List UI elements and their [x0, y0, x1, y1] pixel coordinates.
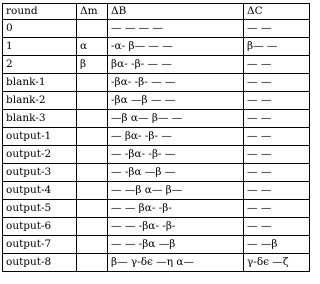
cell-round: 2	[3, 56, 77, 74]
cell-delta-m	[77, 254, 108, 272]
table-row	[3, 218, 310, 236]
cell-delta-c: — —	[244, 182, 310, 200]
cell-round: 0	[3, 20, 77, 38]
header-delta-m: Δm	[77, 4, 108, 20]
cell-round: output-6	[3, 218, 77, 236]
differential-table	[2, 3, 310, 272]
table-row	[3, 128, 310, 146]
cell-round: output-5	[3, 200, 77, 218]
cell-delta-b: — — -βα- -β-	[108, 218, 244, 236]
cell-delta-m	[77, 200, 108, 218]
cell-delta-c: — —	[244, 200, 310, 218]
cell-delta-b: -βα —β — —	[108, 92, 244, 110]
cell-delta-c: — —	[244, 92, 310, 110]
cell-delta-b: — — -βα —β	[108, 236, 244, 254]
table-row	[3, 164, 310, 182]
cell-round: blank-1	[3, 74, 77, 92]
cell-delta-b: — — — —	[108, 20, 244, 38]
table-row	[3, 56, 310, 74]
cell-delta-m	[77, 218, 108, 236]
cell-delta-b: — -βα- -β- —	[108, 146, 244, 164]
cell-delta-c: β— —	[244, 38, 310, 56]
cell-delta-c: — —	[244, 146, 310, 164]
cell-delta-b: -α- β— — —	[108, 38, 244, 56]
table-row	[3, 254, 310, 272]
cell-delta-b: -βα- -β- — —	[108, 74, 244, 92]
table-row	[3, 74, 310, 92]
cell-delta-m	[77, 20, 108, 38]
cell-delta-b: βα- -β- — —	[108, 56, 244, 74]
table-row	[3, 182, 310, 200]
cell-delta-m	[77, 146, 108, 164]
table-header-row	[3, 4, 310, 20]
cell-delta-m: β	[77, 56, 108, 74]
cell-delta-b: — — βα- -β-	[108, 200, 244, 218]
table-row	[3, 146, 310, 164]
cell-delta-c: γ-δϵ —ζ	[244, 254, 310, 272]
cell-delta-b: —β α— β— —	[108, 110, 244, 128]
table-row	[3, 92, 310, 110]
cell-delta-c: — —	[244, 164, 310, 182]
cell-delta-b: β— γ-δϵ —η α—	[108, 254, 244, 272]
cell-delta-m	[77, 164, 108, 182]
header-delta-b: ΔB	[108, 4, 244, 20]
cell-round: output-8	[3, 254, 77, 272]
cell-delta-b: — —β α— β—	[108, 182, 244, 200]
cell-delta-c: — —	[244, 56, 310, 74]
table-row	[3, 236, 310, 254]
cell-delta-c: — —	[244, 110, 310, 128]
cell-delta-m	[77, 74, 108, 92]
cell-delta-c: — —	[244, 218, 310, 236]
cell-delta-b: — βα- -β- —	[108, 128, 244, 146]
cell-delta-m	[77, 128, 108, 146]
cell-round: output-2	[3, 146, 77, 164]
cell-delta-c: — —	[244, 20, 310, 38]
table-row	[3, 110, 310, 128]
cell-delta-m	[77, 110, 108, 128]
header-round: round	[3, 4, 77, 20]
cell-round: blank-3	[3, 110, 77, 128]
cell-delta-m	[77, 92, 108, 110]
cell-round: output-4	[3, 182, 77, 200]
cell-round: 1	[3, 38, 77, 56]
cell-delta-m	[77, 236, 108, 254]
cell-delta-c: — —β	[244, 236, 310, 254]
table-row	[3, 38, 310, 56]
cell-delta-m: α	[77, 38, 108, 56]
cell-delta-c: — —	[244, 128, 310, 146]
cell-delta-b: — -βα —β —	[108, 164, 244, 182]
cell-delta-m	[77, 182, 108, 200]
cell-round: output-1	[3, 128, 77, 146]
cell-round: output-3	[3, 164, 77, 182]
table-row	[3, 20, 310, 38]
cell-round: output-7	[3, 236, 77, 254]
table-row	[3, 200, 310, 218]
header-delta-c: ΔC	[244, 4, 310, 20]
cell-round: blank-2	[3, 92, 77, 110]
cell-delta-c: — —	[244, 74, 310, 92]
